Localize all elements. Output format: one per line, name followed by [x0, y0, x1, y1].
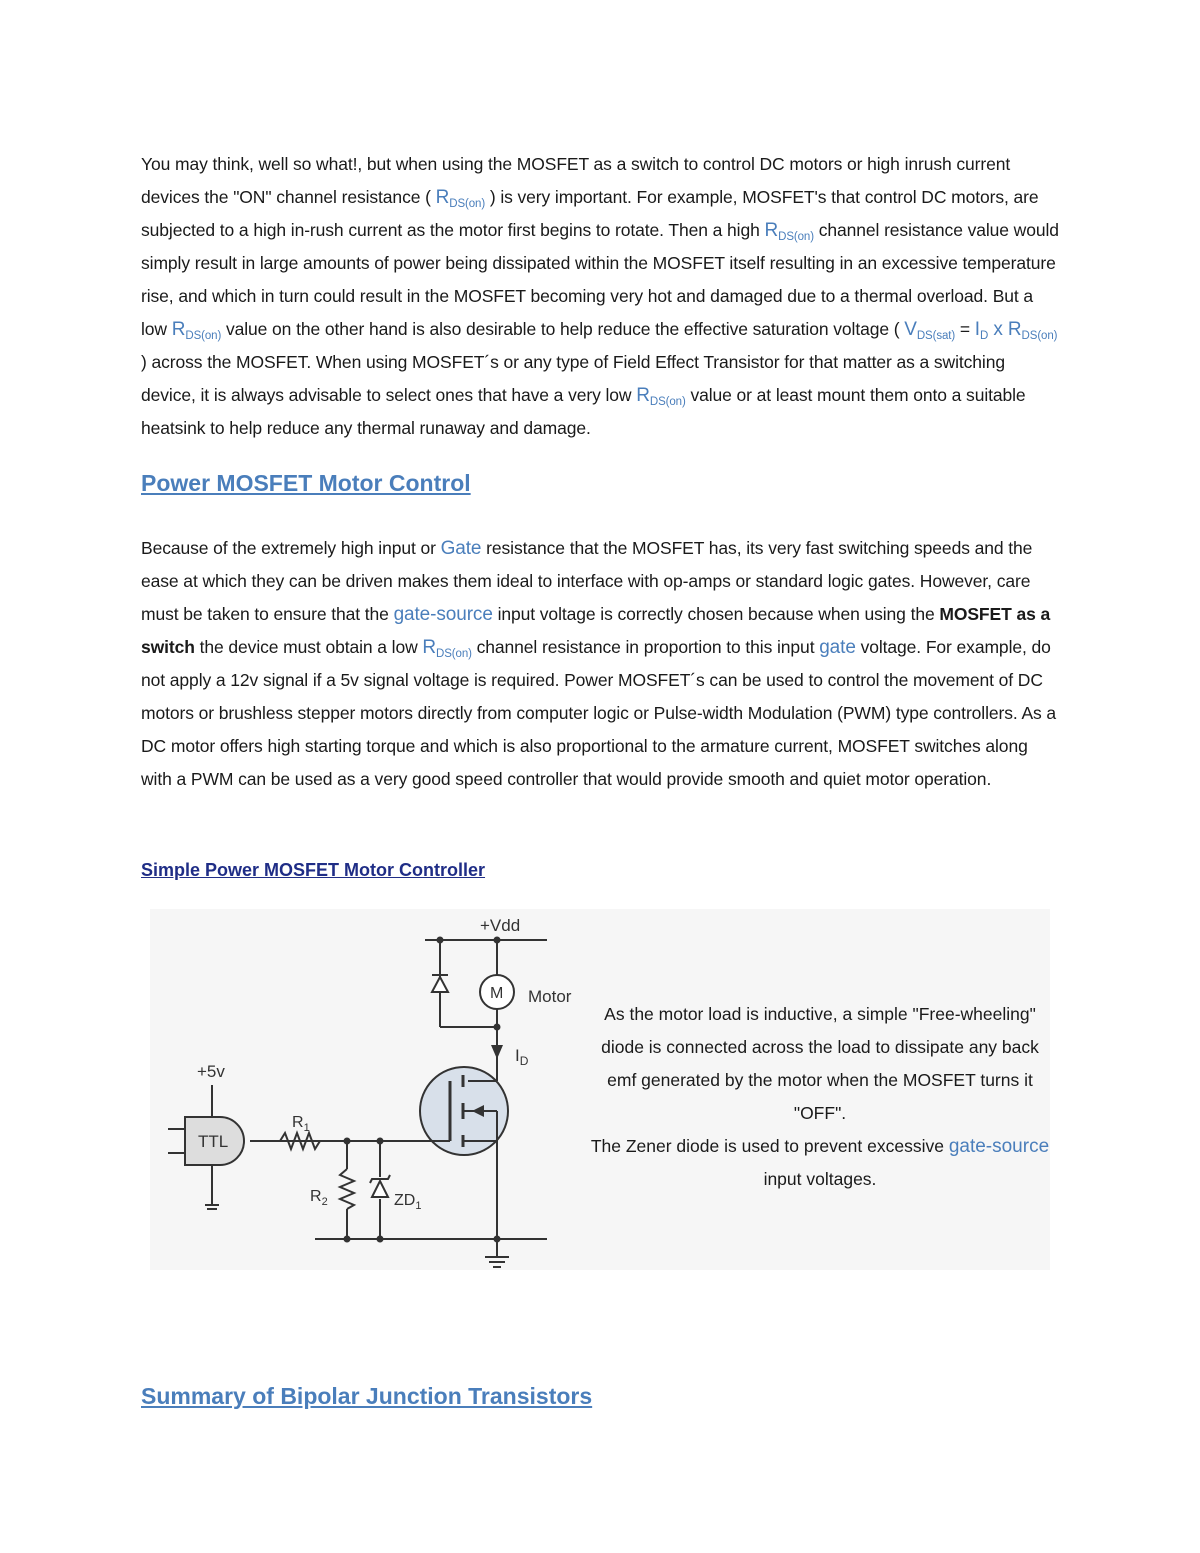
id-label: $I_D$ [515, 1046, 529, 1068]
heading-power-mosfet-motor-control[interactable]: Power MOSFET Motor Control [141, 470, 471, 496]
gate-link[interactable]: Gate [440, 538, 482, 559]
heading-simple-motor-controller[interactable]: Simple Power MOSFET Motor Controller [141, 860, 486, 880]
r2-label: $R_2$ [310, 1188, 328, 1208]
motor-label: Motor [528, 987, 572, 1006]
motor-symbol: M [490, 985, 504, 1002]
r1-label: $R_1$ [292, 1114, 310, 1134]
gate-source-link[interactable]: gate-source [948, 1136, 1050, 1157]
gate-source-link[interactable]: gate-source [393, 604, 493, 625]
plus-5v-label: +5v [197, 1062, 225, 1081]
paragraph-rdson: You may think, well so what!, but when using the MOSFET as a switch to control DC motors or high inrush current devices the "ON" channel resistance ( $R_{DS(on)}$ ) is very important. For example, MOSFET's that control DC motors, are subjected to a high in-rush current as the motor first begins to rotate. Then a high $R_{DS(on)}$ channel resistance value would simply result in large amounts of power being dissipated within the MOSFET itself resulting in an excessive temperature rise, and which in turn could result in the MOSFET becoming very hot and damaged due to a thermal overload. But a low $R_{DS(on)}$ value on the other hand is also desirable to help reduce the effective saturation voltage ( $V_{DS(sat)} = I_D$ x $R_{DS(on)}$ ) across the MOSFET. When using MOSFET´s or any type of Field Effect Transistor for that matter as a switching device, it is always advisable to select ones that have a very low $R_{DS(on)}$ value or at least mount them onto a suitable heatsink to help reduce any thermal runaway and damage. [141, 154, 1059, 438]
gate-link[interactable]: gate [819, 637, 856, 658]
bold-mosfet-as-switch: MOSFET as a switch [141, 604, 1051, 657]
rds-on-link[interactable]: $R_{DS(on)}$ [435, 187, 486, 210]
vds-sat-link[interactable]: $V_{DS(sat)}$ [904, 319, 956, 342]
vdd-label: +Vdd [480, 916, 521, 935]
rds-on-link[interactable]: $R_{DS(on)}$ [1007, 319, 1058, 342]
rds-on-link[interactable]: $R_{DS(on)}$ [764, 220, 814, 243]
heading-summary-bjt[interactable]: Summary of Bipolar Junction Transistors [141, 1383, 593, 1409]
zd1-label: $ZD_1$ [394, 1192, 422, 1212]
rds-on-link[interactable]: $R_{DS(on)}$ [636, 385, 686, 408]
id-link[interactable]: $I_D$ [974, 319, 989, 342]
rds-on-link[interactable]: $R_{DS(on)}$ [171, 319, 222, 342]
ttl-label: TTL [198, 1132, 229, 1151]
figure-caption: As the motor load is inductive, a simple "Free-wheeling" diode is connected across the load to dissipate any back emf generated by the motor when the MOSFET turns it "OFF". The Zener diode is used to prevent excessive gate-source input voltages. [590, 1004, 1050, 1189]
rds-on-link[interactable]: $R_{DS(on)}$ [422, 637, 472, 660]
paragraph-motor-control: Because of the extremely high input or Gate resistance that the MOSFET has, its very fast switching speeds and the ease at which they can be driven makes them ideal to interface with op-amps or standard logic gates. However, care must be taken to ensure that the gate-source input voltage is correctly chosen because when using the MOSFET as a switch the device must obtain a low $R_{DS(on)}$ channel resistance in proportion to this input gate voltage. For example, do not apply a 12v signal if a 5v signal voltage is required. Power MOSFET´s can be used to control the movement of DC motors or brushless stepper motors directly from computer logic or Pulse-width Modulation (PWM) type controllers. As a DC motor offers high starting torque and which is also proportional to the armature current, MOSFET switches along with a PWM can be used as a very good speed controller that would provide smooth and quiet motor operation. [141, 538, 1057, 789]
